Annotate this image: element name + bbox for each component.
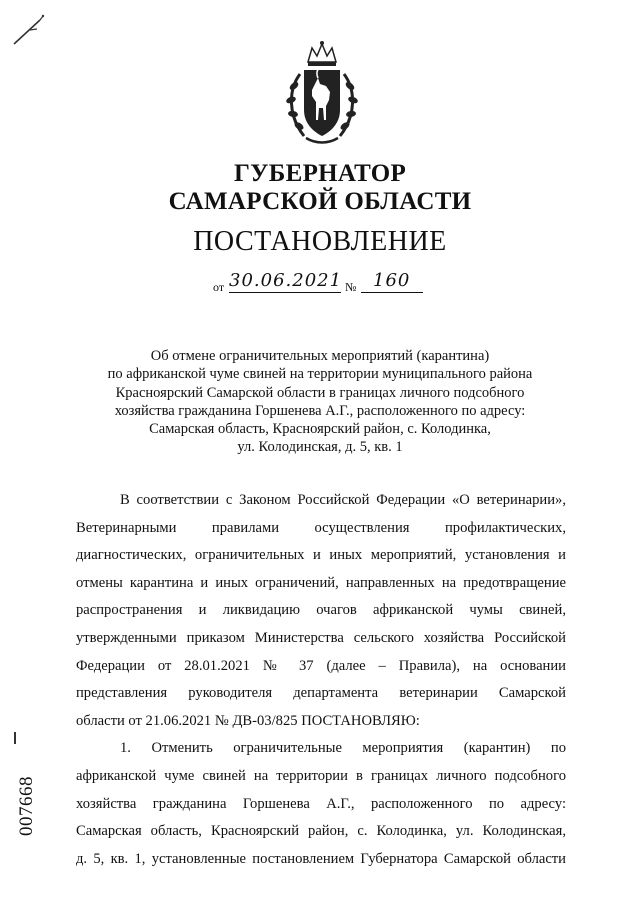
document-body	[76, 487, 566, 873]
body-line: области от 21.06.2021 № ДВ-03/825 ПОСТАНОВЛЯЮ:	[76, 712, 420, 729]
handwritten-date: 30.06.2021	[229, 270, 343, 291]
subject-line: ул. Колодинская, д. 5, кв. 1	[237, 439, 403, 456]
body-line: представления руководителя департамента ветеринарии Самарской	[76, 685, 566, 702]
body-paragraph-1	[76, 487, 566, 735]
subject-line: Об отмене ограничительных мероприятий (карантина)	[150, 348, 490, 364]
body-line: распространения и ликвидацию очагов африканской чумы свиней,	[76, 602, 566, 619]
date-number-line	[213, 270, 513, 298]
body-line: 1. Отменить ограничительные мероприятия (карантин) по	[120, 740, 566, 757]
body-line: утвержденными приказом Министерства сельского хозяйства Российской	[76, 629, 566, 646]
body-line: Самарская область, Красноярский район, с. Колодинка, ул. Колодинская,	[76, 823, 566, 840]
subject-line: хозяйства гражданина Горшенева А.Г., расположенного по адресу:	[114, 402, 526, 419]
issuer-title-line1: ГУБЕРНАТОР	[233, 160, 407, 187]
subject-line: Красноярский Самарской области в границах личного подсобного	[115, 384, 525, 401]
date-underline	[229, 292, 341, 293]
body-line: хозяйства гражданина Горшенева А.Г., расположенного по адресу:	[76, 795, 566, 812]
serial-number-text: 007668	[16, 776, 37, 836]
body-paragraph-2	[76, 735, 566, 873]
body-line: Ветеринарными правилами осуществления профилактических,	[76, 519, 566, 536]
issuer-title-line2: САМАРСКОЙ ОБЛАСТИ	[168, 188, 472, 215]
handwritten-number: 160	[373, 270, 411, 291]
body-line: диагностических, ограничительных и иных мероприятий, установления и	[76, 547, 566, 564]
coat-of-arms-emblem	[282, 40, 362, 148]
subject-line: Самарская область, Красноярский район, с. Колодинка,	[149, 421, 491, 438]
subject-line: по африканской чуме свиней на территории муниципального района	[107, 366, 533, 383]
document-subject	[90, 347, 550, 457]
number-underline	[361, 292, 423, 293]
margin-tick-mark	[14, 732, 16, 744]
body-line: африканской чуме свиней на территории в границах личного подсобного	[76, 767, 566, 784]
number-label: №	[345, 280, 357, 294]
corner-scribble-mark	[10, 10, 50, 50]
body-line: отмены карантина и иных ограничений, направленных на предотвращение	[76, 574, 566, 591]
document-type-heading: ПОСТАНОВЛЕНИЕ	[193, 226, 447, 257]
body-line: Федерации от 28.01.2021 № 37 (далее – Правила), на основании	[76, 657, 566, 674]
margin-serial-number	[17, 770, 37, 840]
body-line: В соответствии с Законом Российской Федерации «О ветеринарии»,	[120, 492, 566, 508]
body-line: д. 5, кв. 1, установленные постановлением Губернатора Самарской области	[76, 850, 566, 867]
date-from-label: от	[213, 280, 225, 294]
